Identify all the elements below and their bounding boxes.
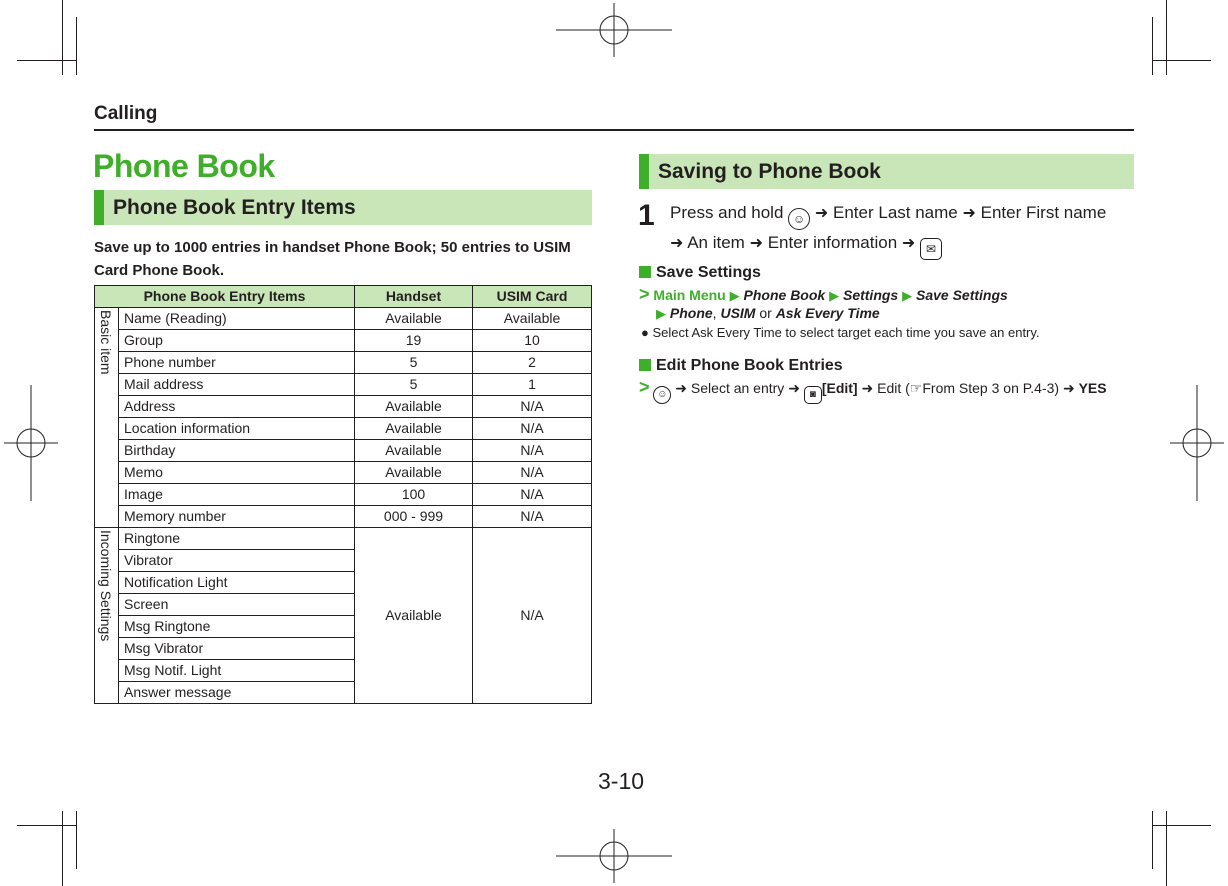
option-usim: USIM (720, 305, 756, 321)
page-title: Phone Book (93, 148, 275, 184)
table-row (95, 440, 592, 462)
item-name-cell: Msg Notif. Light (119, 660, 355, 682)
item-name-cell: Location information (119, 418, 355, 440)
step-enter-info: Enter information (767, 233, 898, 252)
item-name-cell: Phone number (119, 352, 355, 374)
select-entry-text: Select an entry (690, 380, 785, 396)
saving-heading: Saving to Phone Book (639, 154, 1134, 189)
usim-cell: 10 (473, 330, 592, 352)
square-bullet-icon (639, 266, 651, 278)
category-basic-item: Basic item (95, 308, 119, 528)
handset-cell: 19 (355, 330, 473, 352)
table-row (95, 528, 592, 550)
triangle-right-icon: ▶ (829, 288, 840, 303)
handset-cell: Available (355, 396, 473, 418)
entry-items-table (94, 285, 592, 704)
item-name-cell: Address (119, 396, 355, 418)
handset-cell: Available (355, 440, 473, 462)
table-row (95, 506, 592, 528)
col-header-usim: USIM Card (473, 286, 592, 308)
usim-cell: N/A (473, 418, 592, 440)
edit-entries-path (639, 377, 1107, 404)
square-bullet-icon (639, 359, 651, 371)
save-settings-options: ▶ Phone, USIM or Ask Every Time (656, 305, 880, 321)
header-rule (94, 129, 1134, 131)
item-name-cell: Screen (119, 594, 355, 616)
save-settings-note: ● Select Ask Every Time to select target each time you save an entry. (641, 325, 1040, 340)
section-title: Calling (94, 103, 158, 124)
intro-text: Save up to 1000 entries in handset Phone Book; 50 entries to USIM Card Phone Book. (94, 239, 571, 279)
table-row (95, 330, 592, 352)
handset-cell: Available (355, 308, 473, 330)
usim-cell: 1 (473, 374, 592, 396)
step-press-hold: Press and hold (670, 203, 784, 222)
arrow-icon: ➜ (814, 205, 829, 222)
category-incoming-settings: Incoming Settings (95, 528, 119, 704)
handset-cell: Available (355, 462, 473, 484)
col-header-items: Phone Book Entry Items (95, 286, 355, 308)
arrow-icon: ➜ (788, 380, 800, 396)
chevron-right-icon: > (639, 284, 650, 304)
item-name-cell: Notification Light (119, 572, 355, 594)
item-name-cell: Vibrator (119, 550, 355, 572)
item-name-cell: Group (119, 330, 355, 352)
arrow-icon: ➜ (1062, 380, 1075, 396)
handset-cell: 5 (355, 374, 473, 396)
usim-cell: N/A (473, 396, 592, 418)
path-settings: Settings (842, 287, 899, 303)
usim-cell: 2 (473, 352, 592, 374)
path-phone-book: Phone Book (743, 287, 826, 303)
triangle-right-icon: ▶ (729, 288, 740, 303)
usim-cell: N/A (473, 528, 592, 704)
table-row (95, 462, 592, 484)
handset-cell: Available (355, 528, 473, 704)
edit-key-label: [Edit] (821, 380, 858, 396)
yes-text: YES (1078, 380, 1107, 396)
table-row (95, 308, 592, 330)
step-text (670, 200, 1135, 260)
arrow-icon: ➜ (749, 235, 763, 252)
mail-key-icon: ✉ (920, 238, 942, 260)
page-number: 3-10 (598, 768, 645, 794)
save-settings-heading: Save Settings (639, 264, 761, 282)
usim-cell: N/A (473, 462, 592, 484)
table-row (95, 396, 592, 418)
handset-cell: 000 - 999 (355, 506, 473, 528)
edit-text: Edit ( (877, 380, 910, 396)
arrow-icon: ➜ (962, 205, 976, 222)
table-row (95, 484, 592, 506)
arrow-icon: ➜ (901, 235, 916, 252)
item-name-cell: Msg Vibrator (119, 638, 355, 660)
phonebook-key-icon: ☺ (788, 208, 810, 230)
item-name-cell: Memory number (119, 506, 355, 528)
usim-cell: N/A (473, 484, 592, 506)
step-first-name: Enter First name (980, 203, 1107, 222)
handset-cell: 100 (355, 484, 473, 506)
usim-cell: Available (473, 308, 592, 330)
edit-entries-heading: Edit Phone Book Entries (639, 357, 843, 375)
option-phone: Phone (669, 305, 713, 321)
step-number: 1 (638, 199, 655, 232)
camera-key-icon: ◙ (804, 386, 822, 404)
save-settings-path (639, 284, 1008, 305)
entry-items-heading: Phone Book Entry Items (94, 190, 592, 225)
item-name-cell: Name (Reading) (119, 308, 355, 330)
usim-cell: N/A (473, 440, 592, 462)
item-name-cell: Birthday (119, 440, 355, 462)
handset-cell: 5 (355, 352, 473, 374)
item-name-cell: Memo (119, 462, 355, 484)
triangle-right-icon: ▶ (656, 306, 666, 321)
arrow-icon: ➜ (670, 235, 684, 252)
item-name-cell: Image (119, 484, 355, 506)
item-name-cell: Mail address (119, 374, 355, 396)
table-row (95, 374, 592, 396)
table-header-row (95, 286, 592, 308)
arrow-icon: ➜ (861, 380, 874, 396)
table-row (95, 352, 592, 374)
table-row (95, 418, 592, 440)
pointing-hand-icon: ☞ (909, 380, 923, 396)
handset-cell: Available (355, 418, 473, 440)
item-name-cell: Ringtone (119, 528, 355, 550)
chevron-right-icon: > (639, 377, 650, 397)
item-name-cell: Answer message (119, 682, 355, 704)
item-name-cell: Msg Ringtone (119, 616, 355, 638)
path-save-settings: Save Settings (916, 287, 1008, 303)
arrow-icon: ➜ (675, 380, 688, 396)
dot-bullet-icon: ● (641, 325, 649, 340)
triangle-right-icon: ▶ (902, 288, 913, 303)
step-last-name: Enter Last name (833, 203, 958, 222)
reference-text: From Step 3 on P.4-3) (922, 380, 1060, 396)
col-header-handset: Handset (355, 286, 473, 308)
step-an-item: An item (687, 233, 745, 252)
path-main-menu: Main Menu (653, 287, 726, 303)
option-ask-every-time: Ask Every Time (775, 305, 880, 321)
phonebook-key-icon: ☺ (653, 386, 671, 404)
usim-cell: N/A (473, 506, 592, 528)
